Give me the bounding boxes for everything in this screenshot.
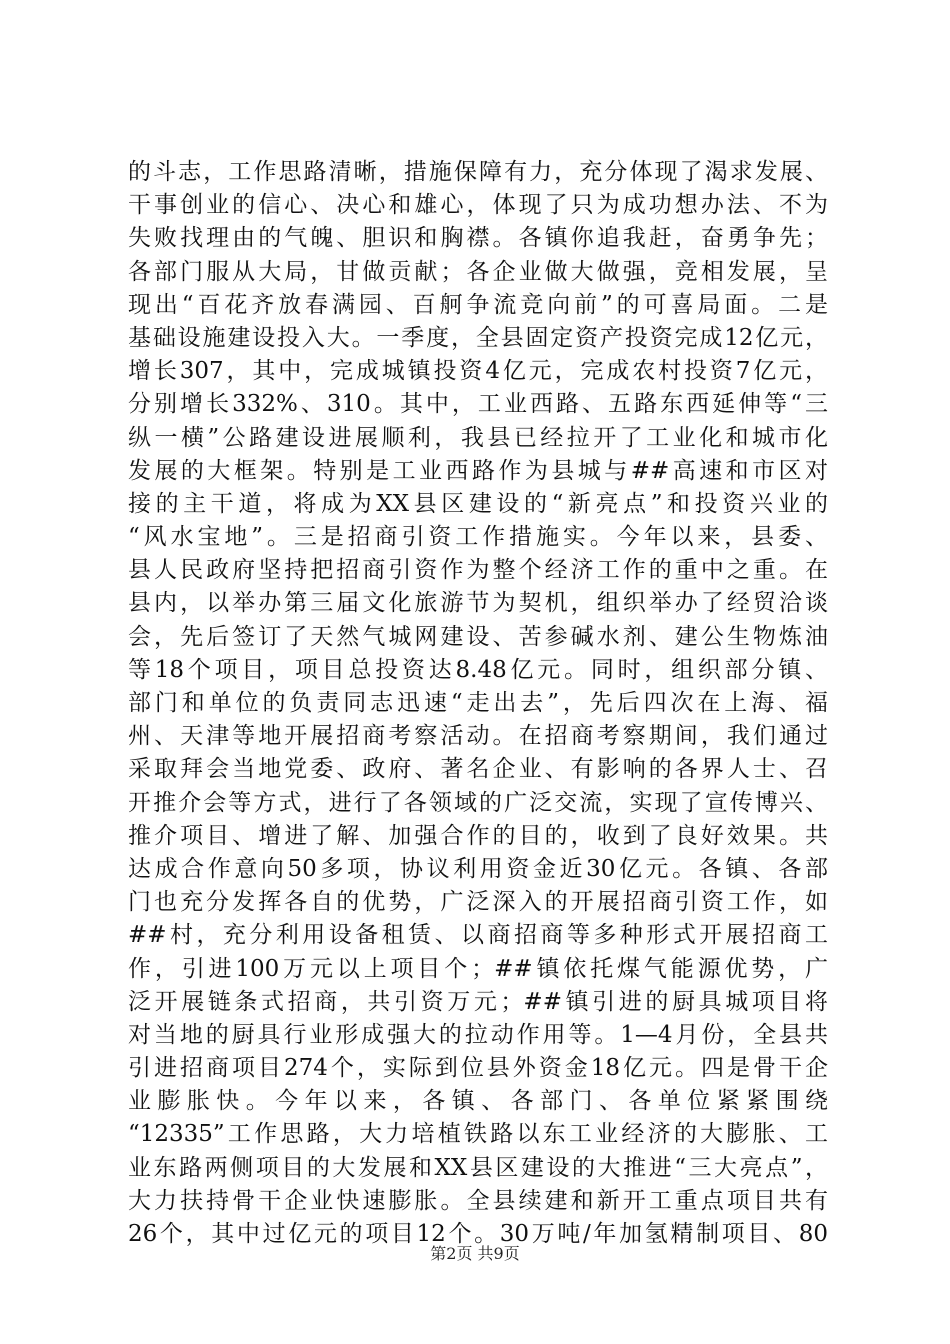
- text-line: 州、天津等地开展招商考察活动。在招商考察期间，我们通过: [128, 723, 828, 750]
- text-line: 门也充分发挥各自的优势，广泛深入的开展招商引资工作，如: [128, 889, 828, 916]
- text-line: 干事创业的信心、决心和雄心，体现了只为成功想办法、不为: [128, 192, 828, 219]
- text-line: 等18个项目，项目总投资达8.48亿元。同时，组织部分镇、: [128, 656, 828, 683]
- text-line: 业膨胀快。今年以来，各镇、各部门、各单位紧紧围绕: [128, 1088, 828, 1115]
- text-line: 泛开展链条式招商，共引资万元；##镇引进的厨具城项目将: [128, 988, 828, 1015]
- text-line: 现出“百花齐放春满园、百舸争流竞向前”的可喜局面。二是: [128, 291, 828, 318]
- text-line: ##村，充分利用设备租赁、以商招商等多种形式开展招商工: [128, 922, 828, 949]
- text-line: 作，引进100万元以上项目个；##镇依托煤气能源优势，广: [128, 955, 828, 982]
- text-line: 分别增长332%、310。其中，工业西路、五路东西延伸等“三: [128, 391, 828, 418]
- text-line: 大力扶持骨干企业快速膨胀。全县续建和新开工重点项目共有: [128, 1187, 828, 1214]
- text-line: “风水宝地”。三是招商引资工作措施实。今年以来，县委、: [128, 524, 828, 551]
- text-line: 发展的大框架。特别是工业西路作为县城与##高速和市区对: [128, 457, 828, 484]
- text-line: 县内，以举办第三届文化旅游节为契机，组织举办了经贸洽谈: [128, 590, 828, 617]
- text-line: 纵一横”公路建设进展顺利，我县已经拉开了工业化和城市化: [128, 424, 828, 451]
- text-line: 会，先后签订了天然气城网建设、苦参碱水剂、建公生物炼油: [128, 623, 828, 650]
- text-line: 增长307，其中，完成城镇投资4亿元，完成农村投资7亿元，: [128, 358, 828, 385]
- text-line: 达成合作意向50多项，协议利用资金近30亿元。各镇、各部: [128, 855, 828, 882]
- text-line: 开推介会等方式，进行了各领域的广泛交流，实现了宣传博兴、: [128, 789, 828, 816]
- body-paragraph: [128, 156, 828, 1251]
- text-line: 采取拜会当地党委、政府、著名企业、有影响的各界人士、召: [128, 756, 828, 783]
- text-line: 26个，其中过亿元的项目12个。30万吨/年加氢精制项目、80: [128, 1221, 828, 1247]
- text-line: 县人民政府坚持把招商引资作为整个经济工作的重中之重。在: [128, 557, 828, 584]
- text-line: 业东路两侧项目的大发展和XX县区建设的大推进“三大亮点”，: [128, 1154, 828, 1181]
- text-line: 引进招商项目274个，实际到位县外资金18亿元。四是骨干企: [128, 1055, 828, 1082]
- text-line: 各部门服从大局，甘做贡献；各企业做大做强，竞相发展，呈: [128, 258, 828, 285]
- page-footer: 第2页 共9页: [430, 1244, 520, 1263]
- text-line: 的斗志，工作思路清晰，措施保障有力，充分体现了渴求发展、: [128, 159, 828, 185]
- text-line: 基础设施建设投入大。一季度，全县固定资产投资完成12亿元，: [128, 324, 828, 351]
- text-line: 失败找理由的气魄、胆识和胸襟。各镇你追我赶，奋勇争先；: [128, 225, 828, 252]
- text-line: 对当地的厨具行业形成强大的拉动作用等。1—4月份，全县共: [128, 1021, 828, 1048]
- text-line: 部门和单位的负责同志迅速“走出去”，先后四次在上海、福: [128, 690, 828, 716]
- text-line: 推介项目、增进了解、加强合作的目的，收到了良好效果。共: [128, 822, 828, 849]
- text-line: 接的主干道，将成为XX县区建设的“新亮点”和投资兴业的: [128, 490, 828, 517]
- text-line: “12335”工作思路，大力培植铁路以东工业经济的大膨胀、工: [128, 1121, 828, 1148]
